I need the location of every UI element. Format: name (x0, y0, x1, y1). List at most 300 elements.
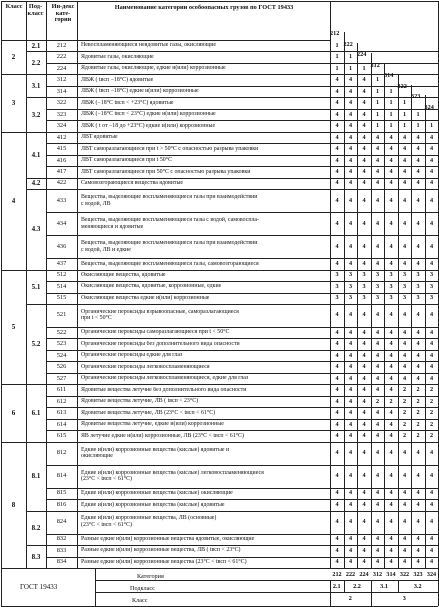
header-index: Ин-декс кате-гории (51, 3, 75, 24)
matrix-cell: 2 (402, 397, 407, 405)
row-name: Окисляющие вещества, ядовитые, коррозионные, едкие (81, 283, 222, 290)
matrix-cell: 3 (389, 294, 393, 302)
row-separator (46, 545, 438, 546)
matrix-cell: 4 (375, 363, 380, 371)
matrix-cell: 4 (362, 133, 366, 141)
row-separator (46, 407, 438, 408)
matrix-cell: 2 (429, 432, 434, 439)
matrix-cell: 4 (335, 340, 339, 348)
matrix-cell: 4 (429, 145, 434, 153)
matrix-cell: 4 (416, 242, 420, 250)
matrix-cell: 3 (362, 271, 366, 279)
matrix-cell: 4 (416, 311, 420, 319)
matrix-cell: 4 (429, 363, 434, 371)
matrix-cell: 4 (416, 518, 420, 526)
matrix-cell: 1 (402, 110, 407, 118)
matrix-cell: 4 (416, 196, 420, 204)
row-index: 524 (56, 351, 67, 359)
matrix-cell: 2 (402, 386, 407, 394)
matrix-cell: 4 (429, 340, 434, 348)
row-name: Едкие и(или) коррозионные вещества, ЛВ (основные) (81, 515, 217, 522)
matrix-cell: 4 (375, 472, 380, 480)
matrix-cell: 3 (335, 271, 339, 279)
class-separator (1, 384, 26, 385)
matrix-cell: 4 (429, 133, 434, 141)
row-name: ЛВЖ ( t от −18 до +23°С) едкие и(или) коррозионные (81, 122, 216, 129)
row-index: 437 (56, 259, 67, 267)
class-separator (1, 442, 26, 443)
matrix-cell: 4 (389, 156, 393, 164)
matrix-col-line (384, 64, 385, 569)
matrix-cell: 1 (402, 99, 407, 107)
matrix-cell: 4 (362, 351, 366, 359)
row-index: 834 (56, 558, 67, 566)
matrix-cell: 4 (335, 449, 339, 457)
row-index: 212 (56, 41, 67, 49)
matrix-cell: 2 (416, 397, 420, 405)
matrix-cell: 4 (335, 196, 339, 204)
matrix-cell: 4 (362, 196, 366, 204)
row-index: 417 (56, 168, 67, 175)
matrix-cell: 4 (348, 328, 353, 336)
matrix-cell: 4 (402, 489, 407, 497)
matrix-cell: 4 (335, 133, 339, 141)
footer-top (1, 568, 438, 569)
footer-category: 322 (399, 571, 410, 578)
matrix-cell: 4 (416, 351, 420, 359)
footer-gost: ГОСТ 19433 (20, 583, 58, 591)
row-index: 816 (56, 500, 67, 508)
matrix-cell: 4 (335, 219, 339, 227)
row-separator (46, 281, 438, 282)
matrix-cell: 4 (348, 397, 353, 405)
row-name: Невоспламеняющиеся неядовитые газы, окисляющие (81, 42, 217, 49)
matrix-cell: 4 (348, 351, 353, 359)
matrix-cell: 4 (348, 386, 353, 394)
matrix-cell: 4 (416, 259, 420, 267)
matrix-cell: 4 (335, 409, 339, 417)
matrix-cell: 4 (429, 351, 434, 359)
matrix-cell: 4 (429, 558, 434, 566)
matrix-cell: 4 (375, 386, 380, 394)
matrix-cell: 1 (389, 122, 393, 130)
matrix-cell: 4 (416, 133, 420, 141)
row-name: ЛВТ ядовитые (81, 134, 118, 141)
row-name: Органические пероксиды саморазлагающиеся при t < 50°С (81, 329, 230, 336)
matrix-cell: 4 (362, 546, 366, 554)
row-index: 833 (56, 546, 67, 554)
row-name: Органические пероксиды легковоспламеняющиеся (81, 363, 210, 370)
matrix-cell: 4 (362, 535, 366, 543)
row-separator (46, 396, 438, 397)
matrix-cell: 1 (375, 76, 380, 84)
row-index: 612 (56, 397, 67, 405)
row-name: (23°С < tвсп < 61°С) (81, 476, 132, 483)
matrix-cell: 4 (375, 449, 380, 457)
row-name: Едкие и(или) коррозионные вещества (кислые) окисляющие (81, 490, 233, 497)
matrix-cell: 4 (335, 122, 339, 130)
row-index: 523 (56, 340, 67, 348)
matrix-cell: 4 (389, 472, 393, 480)
matrix-cell: 4 (389, 351, 393, 359)
matrix-cell: 4 (362, 259, 366, 267)
subclass-label: 4.2 (31, 179, 41, 188)
footer-subclass: 3.2 (413, 583, 422, 590)
matrix-cell: 1 (389, 87, 393, 95)
matrix-cell: 4 (375, 409, 380, 417)
row-index: 416 (56, 156, 67, 164)
matrix-cell: 4 (348, 363, 353, 371)
matrix-cell: 4 (375, 179, 380, 187)
matrix-cell: 4 (416, 558, 420, 566)
class-label: 6 (11, 409, 16, 418)
row-name: Органические пероксиды взрывоопасные, саморазлагающиеся (81, 308, 239, 315)
row-separator (46, 419, 438, 420)
footer-class-label: Класс (132, 597, 148, 604)
matrix-cell: 4 (362, 386, 366, 394)
matrix-cell: 4 (402, 196, 407, 204)
matrix-cell: 4 (375, 242, 380, 250)
matrix-cell: 1 (402, 122, 407, 130)
matrix-cell: 3 (375, 271, 380, 279)
matrix-cell: 4 (389, 168, 393, 175)
matrix-cell: 4 (335, 311, 339, 319)
frame-left (1, 1, 2, 606)
top-label: 324 (424, 103, 434, 111)
row-name: Едкие и(или) коррозионные вещества (кислые) легковоспламеняющиеся (81, 469, 264, 476)
matrix-cell: 4 (362, 76, 366, 84)
matrix-cell: 4 (402, 168, 407, 175)
matrix-cell: 4 (416, 500, 420, 508)
row-name: Самовозгорающиеся вещества ядовитые (81, 180, 184, 187)
row-name: Органические пероксиды едкие для глаз (81, 352, 183, 359)
matrix-cell: 4 (362, 500, 366, 508)
footer-category: 324 (426, 571, 437, 578)
row-separator (46, 534, 438, 535)
matrix-cell: 3 (429, 294, 434, 302)
row-name: ЛВТ саморазлагающиеся при 50°С с опасностью разрыва упаковки (81, 168, 251, 175)
matrix-cell: 4 (348, 242, 353, 250)
row-separator (46, 338, 438, 339)
matrix-cell: 4 (335, 168, 339, 175)
matrix-cell: 4 (429, 472, 434, 480)
matrix-cell: 4 (335, 145, 339, 153)
matrix-cell: 4 (389, 259, 393, 267)
row-name: ЛВЖ ( tвсп −18°С) едкие и(или) коррозионные (81, 88, 199, 95)
matrix-cell: 1 (335, 64, 339, 72)
matrix-cell: 4 (362, 374, 366, 382)
matrix-cell: 4 (335, 546, 339, 554)
matrix-cell: 4 (375, 518, 380, 526)
matrix-cell: 4 (362, 489, 366, 497)
footer-subclass: 2.2 (353, 583, 361, 590)
matrix-cell: 4 (335, 500, 339, 508)
header-class: Класс (5, 3, 23, 10)
matrix-cell: 4 (348, 374, 353, 382)
matrix-cell: 4 (416, 535, 420, 543)
row-separator (46, 51, 438, 52)
matrix-cell: 2 (416, 420, 420, 428)
matrix-cell: 4 (348, 535, 353, 543)
subclass-separator (26, 545, 46, 546)
matrix-col-line (357, 43, 358, 569)
matrix-cell: 4 (335, 87, 339, 95)
row-index: 222 (56, 53, 67, 61)
subclass-label: 3.1 (31, 81, 41, 90)
row-index: 412 (56, 133, 67, 141)
matrix-cell: 4 (335, 259, 339, 267)
subclass-label: 8.1 (31, 472, 41, 481)
class-label: 3 (11, 99, 16, 108)
subclass-separator (26, 132, 46, 133)
row-index: 824 (56, 518, 67, 526)
matrix-cell: 4 (348, 340, 353, 348)
matrix-cell: 4 (389, 449, 393, 457)
matrix-cell: 4 (402, 311, 407, 319)
matrix-cell: 4 (402, 472, 407, 480)
row-name: Ядовитые газы, окисляющие (81, 53, 154, 60)
matrix-cell: 3 (416, 271, 420, 279)
row-name: Ядовитые вещества летучие, ЛВ (23°С < tвсп < 61°С) (81, 409, 216, 416)
row-index: 615 (56, 432, 67, 439)
matrix-cell: 4 (375, 311, 380, 319)
row-name: Вещества, выделяющие воспламеняющиеся газы, самовозгорающиеся (81, 260, 259, 267)
matrix-cell: 4 (335, 518, 339, 526)
row-separator (46, 304, 438, 305)
row-separator (46, 143, 438, 144)
matrix-cell: 4 (429, 489, 434, 497)
matrix-cell: 4 (402, 219, 407, 227)
matrix-cell: 1 (416, 122, 420, 130)
matrix-cell: 3 (429, 271, 434, 279)
row-separator (46, 293, 438, 294)
subclass-label: 2.2 (31, 58, 41, 67)
matrix-col-line (371, 53, 372, 568)
subclass-label: 3.2 (31, 110, 41, 119)
matrix-cell: 4 (416, 546, 420, 554)
matrix-cell: 4 (429, 259, 434, 267)
matrix-cell: 4 (335, 242, 339, 250)
row-name: ЛВТ саморазлагающиеся при t > 50°С с опасностью разрыва упаковки (81, 145, 259, 152)
row-name: Окисляющие вещества, ядовитые (81, 272, 166, 278)
matrix-cell: 4 (402, 133, 407, 141)
footer-divider (95, 568, 96, 606)
subclass-label: 5.2 (31, 340, 41, 349)
row-separator (46, 430, 438, 431)
matrix-cell: 4 (362, 328, 366, 336)
matrix-cell: 4 (416, 449, 420, 457)
footer-row-line (95, 592, 438, 593)
matrix-cell: 4 (389, 363, 393, 371)
subclass-separator (26, 384, 46, 385)
footer-class: 2 (348, 595, 352, 602)
row-index: 832 (56, 535, 67, 543)
class-separator (1, 132, 26, 133)
row-index: 434 (56, 219, 67, 227)
matrix-cell: 4 (348, 500, 353, 508)
row-name: при t < 50°С (81, 315, 112, 322)
class-label: 2 (11, 53, 16, 62)
matrix-cell: 4 (335, 535, 339, 543)
matrix-cell: 4 (402, 259, 407, 267)
row-name: ЯВ летучие едкие и(или) коррозионные, ЛВ (23°С < tвсп < 61°С) (81, 432, 244, 439)
row-name: (23°С < tвсп < 61°С) (81, 522, 132, 529)
footer-class: 3 (402, 595, 406, 602)
frame-top (1, 1, 438, 2)
matrix-cell: 4 (402, 351, 407, 359)
row-name: Вещества, выделяющие воспламеняющиеся газы с водой, самовоспла- (81, 217, 259, 224)
matrix-cell: 4 (362, 156, 366, 164)
matrix-cell: 4 (389, 133, 393, 141)
matrix-cell: 4 (348, 558, 353, 566)
row-name: Органические пероксиды без дополнительного вида опасности (81, 340, 240, 347)
row-name: Органические пероксиды легковоспламеняющиеся, едкие для глаз (81, 375, 249, 382)
matrix-cell: 4 (416, 472, 420, 480)
row-separator (46, 86, 438, 87)
footer-category: 323 (413, 571, 423, 578)
matrix-cell: 4 (348, 449, 353, 457)
matrix-cell: 4 (429, 328, 434, 336)
row-name: с водой, ЛВ (81, 200, 111, 207)
matrix-cell: 4 (362, 87, 366, 95)
row-name: с водой, ЛВ и едкие (81, 246, 131, 253)
matrix-cell: 3 (348, 294, 353, 302)
matrix-cell: 4 (348, 472, 353, 480)
matrix-cell: 4 (389, 196, 393, 204)
matrix-cell: 4 (362, 242, 366, 250)
matrix-cell: 3 (348, 271, 353, 279)
matrix-cell: 4 (335, 156, 339, 164)
header-subclass: Под-класс (27, 3, 44, 17)
matrix-cell: 4 (375, 133, 380, 141)
matrix-cell: 4 (362, 340, 366, 348)
class-label: 8 (11, 500, 16, 509)
matrix-cell: 4 (362, 168, 366, 175)
row-separator (46, 258, 438, 259)
subclass-separator (26, 51, 46, 52)
matrix-cell: 4 (389, 328, 393, 336)
class-label: 5 (11, 322, 16, 331)
row-name: меняющиеся и ядовитые (81, 223, 144, 230)
matrix-cell: 1 (362, 64, 366, 72)
matrix-cell: 2 (402, 432, 407, 439)
row-separator (46, 270, 438, 271)
matrix-cell: 4 (362, 420, 366, 428)
matrix-cell: 4 (375, 489, 380, 497)
matrix-cell: 2 (402, 420, 407, 428)
top-label: 314 (384, 72, 394, 79)
row-name: ЛВЖ (−18°С tвсп < 23°С) едкие и(или) коррозионные (81, 111, 216, 118)
row-index: 515 (56, 294, 67, 302)
matrix-cell: 4 (402, 374, 407, 382)
matrix-cell: 4 (362, 122, 366, 130)
matrix-cell: 4 (348, 409, 353, 417)
matrix-cell: 4 (335, 489, 339, 497)
row-index: 436 (56, 242, 67, 250)
matrix-cell: 4 (375, 374, 380, 382)
matrix-cell: 4 (375, 168, 380, 175)
matrix-cell: 4 (362, 219, 366, 227)
matrix-cell: 3 (362, 294, 366, 302)
matrix-cell: 4 (375, 259, 380, 267)
matrix-cell: 4 (429, 219, 434, 227)
matrix-cell: 2 (429, 420, 434, 428)
matrix-cell: 4 (362, 558, 366, 566)
matrix-cell: 4 (348, 145, 353, 153)
row-separator (46, 350, 438, 351)
matrix-cell: 4 (335, 386, 339, 394)
matrix-cell: 4 (348, 99, 353, 107)
row-name: Ядовитые газы, окисляющие, едкие и(или) коррозионные (81, 65, 226, 72)
row-index: 815 (56, 489, 67, 497)
matrix-cell: 1 (389, 110, 393, 118)
matrix-cell: 4 (389, 242, 393, 250)
matrix-cell: 4 (389, 518, 393, 526)
top-label: 312 (370, 61, 380, 69)
matrix-cell: 3 (429, 282, 434, 290)
row-separator (46, 361, 438, 362)
matrix-cell: 4 (389, 558, 393, 566)
matrix-cell: 4 (402, 518, 407, 526)
matrix-cell: 4 (429, 500, 434, 508)
top-label: 222 (343, 40, 353, 48)
row-separator (46, 327, 438, 328)
matrix-cell: 2 (429, 397, 434, 405)
matrix-cell: 4 (335, 351, 339, 359)
row-separator (46, 442, 438, 443)
subclass-label: 5.1 (31, 282, 41, 291)
matrix-cell: 4 (348, 420, 353, 428)
row-name: Разные едкие и(или) коррозионные вещества ядовитые, окисляющие (81, 536, 255, 542)
matrix-cell: 1 (335, 53, 339, 61)
matrix-cell: 2 (429, 409, 434, 417)
matrix-cell: 4 (402, 156, 407, 164)
matrix-cell: 4 (375, 546, 380, 554)
subclass-label: 4.1 (31, 150, 41, 159)
matrix-cell: 4 (402, 340, 407, 348)
matrix-cell: 4 (416, 489, 420, 497)
matrix-cell: 4 (429, 374, 434, 382)
matrix-cell: 4 (335, 179, 339, 187)
matrix-cell: 3 (335, 282, 339, 290)
top-label: 322 (397, 82, 407, 90)
subclass-label: 8.3 (31, 552, 41, 561)
matrix-cell: 4 (429, 518, 434, 526)
matrix-cell: 4 (375, 156, 380, 164)
row-index: 527 (56, 374, 67, 382)
row-separator (46, 97, 438, 98)
footer-subclass: 3.1 (380, 583, 388, 590)
matrix-cell: 4 (375, 196, 380, 204)
row-name: Ядовитые вещества летучие, ЛВ ( tвсп < 23°С) (81, 398, 199, 405)
matrix-cell: 2 (389, 397, 393, 405)
matrix-cell: 4 (429, 168, 434, 175)
matrix-cell: 4 (389, 340, 393, 348)
matrix-cell: 4 (389, 409, 393, 417)
row-name: Вещества, выделяющие воспламеняющиеся газы при взаимодействии (81, 240, 258, 246)
row-separator (46, 120, 438, 121)
matrix-cell: 4 (348, 168, 353, 175)
matrix-cell: 1 (348, 53, 353, 61)
row-separator (46, 373, 438, 374)
matrix-cell: 4 (389, 219, 393, 227)
matrix-cell: 4 (348, 179, 353, 187)
matrix-cell: 3 (416, 282, 420, 290)
subclass-separator (26, 511, 46, 512)
matrix-cell: 4 (362, 397, 366, 405)
matrix-cell: 4 (389, 311, 393, 319)
matrix-cell: 4 (389, 535, 393, 543)
